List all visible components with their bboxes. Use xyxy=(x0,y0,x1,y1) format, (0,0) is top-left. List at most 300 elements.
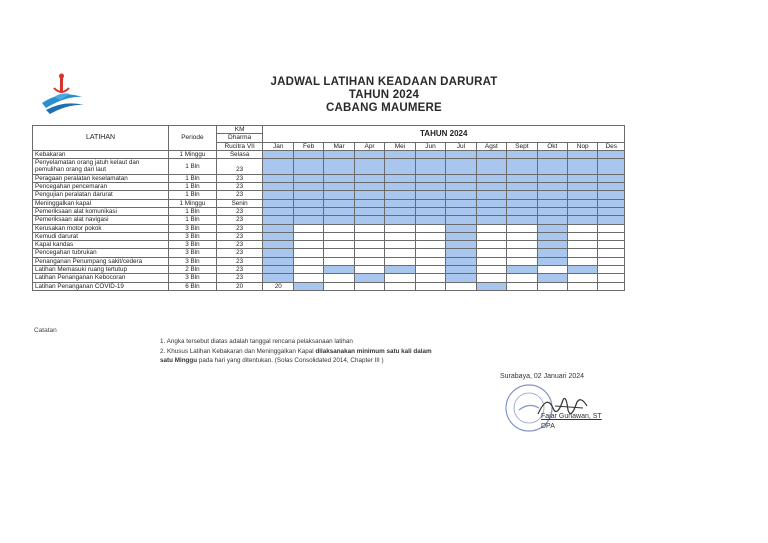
training-period: 3 Bln xyxy=(169,241,217,249)
schedule-cell xyxy=(568,150,598,158)
schedule-cell xyxy=(415,191,445,199)
table-row xyxy=(33,199,625,207)
table-row xyxy=(33,241,625,249)
schedule-cell xyxy=(324,216,354,224)
schedule-cell xyxy=(598,207,625,215)
training-day: 20 xyxy=(216,282,263,290)
schedule-cell xyxy=(263,266,293,274)
table-row xyxy=(33,183,625,191)
schedule-cell xyxy=(476,257,506,265)
training-name-line: Latihan Memasuki ruang tertutup xyxy=(35,266,128,274)
training-name-line: Pemeriksaan alat navigasi xyxy=(35,216,109,224)
schedule-cell xyxy=(293,224,323,232)
schedule-cell xyxy=(598,224,625,232)
schedule-cell xyxy=(385,274,415,282)
schedule-cell xyxy=(354,183,384,191)
month-header: Mar xyxy=(324,142,354,150)
schedule-cell xyxy=(385,191,415,199)
schedule-cell xyxy=(385,216,415,224)
training-name xyxy=(33,150,169,158)
schedule-cell xyxy=(324,241,354,249)
schedule-cell xyxy=(446,183,476,191)
training-name xyxy=(33,282,169,290)
notes-label: Catatan xyxy=(34,327,57,334)
schedule-cell xyxy=(598,216,625,224)
schedule-cell xyxy=(263,224,293,232)
training-name xyxy=(33,183,169,191)
header-ship-line2: Rucitra VII xyxy=(216,142,263,150)
schedule-cell xyxy=(446,232,476,240)
training-day: Senin xyxy=(216,199,263,207)
schedule-cell xyxy=(415,150,445,158)
schedule-cell xyxy=(507,207,537,215)
schedule-cell xyxy=(293,159,323,175)
schedule-cell xyxy=(324,199,354,207)
schedule-cell xyxy=(446,224,476,232)
schedule-cell xyxy=(446,159,476,175)
schedule-cell xyxy=(537,207,567,215)
header-periode: Periode xyxy=(169,126,217,151)
schedule-cell xyxy=(507,191,537,199)
schedule-cell xyxy=(324,257,354,265)
training-name xyxy=(33,224,169,232)
schedule-cell xyxy=(293,207,323,215)
schedule-cell xyxy=(293,232,323,240)
header-ship-line1: Dharma xyxy=(216,134,263,142)
schedule-cell xyxy=(598,199,625,207)
schedule-cell xyxy=(385,159,415,175)
schedule-cell xyxy=(598,150,625,158)
schedule-cell xyxy=(537,224,567,232)
schedule-cell xyxy=(324,274,354,282)
schedule-cell xyxy=(568,266,598,274)
schedule-cell xyxy=(324,249,354,257)
schedule-cell xyxy=(263,241,293,249)
schedule-cell xyxy=(385,207,415,215)
training-day: 23 xyxy=(216,207,263,215)
schedule-cell xyxy=(385,257,415,265)
schedule-cell xyxy=(476,207,506,215)
schedule-cell xyxy=(568,174,598,182)
training-name xyxy=(33,159,169,175)
training-period: 1 Bln xyxy=(169,159,217,175)
training-day: Selasa xyxy=(216,150,263,158)
schedule-cell xyxy=(263,232,293,240)
schedule-cell xyxy=(598,174,625,182)
training-period: 1 Bln xyxy=(169,207,217,215)
note-3 xyxy=(160,357,384,364)
schedule-cell xyxy=(598,159,625,175)
training-name xyxy=(33,232,169,240)
schedule-cell xyxy=(568,199,598,207)
schedule-cell xyxy=(476,216,506,224)
training-day: 23 xyxy=(216,241,263,249)
note-2 xyxy=(160,348,432,355)
training-period: 3 Bln xyxy=(169,224,217,232)
schedule-cell xyxy=(537,150,567,158)
month-header: Nop xyxy=(568,142,598,150)
schedule-cell xyxy=(324,232,354,240)
schedule-cell xyxy=(446,241,476,249)
schedule-cell xyxy=(446,216,476,224)
signatory-role: DPA xyxy=(541,423,555,430)
schedule-cell xyxy=(354,174,384,182)
training-day: 23 xyxy=(216,216,263,224)
schedule-cell xyxy=(263,183,293,191)
month-header: Des xyxy=(598,142,625,150)
schedule-cell xyxy=(568,216,598,224)
schedule-cell xyxy=(263,257,293,265)
schedule-cell xyxy=(415,207,445,215)
schedule-cell xyxy=(537,191,567,199)
training-name xyxy=(33,266,169,274)
schedule-cell xyxy=(354,207,384,215)
schedule-cell xyxy=(446,207,476,215)
note-2-text: 2. Khusus Latihan Kebakaran dan Meninggalkan Kapal xyxy=(160,348,316,355)
schedule-cell xyxy=(415,282,445,290)
schedule-cell xyxy=(385,266,415,274)
schedule-cell xyxy=(415,249,445,257)
schedule-cell xyxy=(446,282,476,290)
training-period: 2 Bln xyxy=(169,266,217,274)
header-km: KM xyxy=(216,126,263,134)
schedule-cell xyxy=(415,174,445,182)
schedule-cell xyxy=(293,266,323,274)
schedule-cell xyxy=(263,191,293,199)
schedule-cell xyxy=(507,241,537,249)
training-period: 1 Minggu xyxy=(169,199,217,207)
schedule-cell xyxy=(354,274,384,282)
month-header: Jun xyxy=(415,142,445,150)
table-row xyxy=(33,224,625,232)
training-name xyxy=(33,207,169,215)
schedule-cell xyxy=(507,282,537,290)
table-row xyxy=(33,174,625,182)
training-day: 23 xyxy=(216,174,263,182)
table-row xyxy=(33,150,625,158)
table-row xyxy=(33,232,625,240)
schedule-cell xyxy=(293,282,323,290)
schedule-cell xyxy=(568,282,598,290)
document-branch: CABANG MAUMERE xyxy=(326,102,442,114)
schedule-cell xyxy=(598,266,625,274)
schedule-cell xyxy=(598,282,625,290)
schedule-cell xyxy=(385,241,415,249)
training-day: 23 xyxy=(216,183,263,191)
training-name-line: Pengujian peralatan darurat xyxy=(35,191,113,199)
schedule-cell xyxy=(293,241,323,249)
note-3-bold: satu Minggu xyxy=(160,357,198,364)
schedule-cell xyxy=(324,183,354,191)
schedule-cell xyxy=(507,232,537,240)
note-1: 1. Angka tersebut diatas adalah tanggal rencana pelaksanaan latihan xyxy=(160,338,353,345)
training-name-line: Kapal kandas xyxy=(35,241,74,249)
training-period: 3 Bln xyxy=(169,274,217,282)
training-period: 1 Bln xyxy=(169,191,217,199)
training-day: 23 xyxy=(216,232,263,240)
schedule-cell xyxy=(415,216,445,224)
schedule-cell xyxy=(476,232,506,240)
schedule-cell xyxy=(293,249,323,257)
schedule-cell xyxy=(598,183,625,191)
training-name xyxy=(33,199,169,207)
schedule-cell xyxy=(507,159,537,175)
schedule-cell xyxy=(354,241,384,249)
schedule-cell xyxy=(415,266,445,274)
table-row xyxy=(33,207,625,215)
schedule-cell xyxy=(293,199,323,207)
schedule-cell xyxy=(415,274,445,282)
schedule-cell xyxy=(537,199,567,207)
schedule-cell xyxy=(446,150,476,158)
schedule-cell xyxy=(263,274,293,282)
training-day: 23 xyxy=(216,274,263,282)
training-day: 23 xyxy=(216,266,263,274)
schedule-cell xyxy=(507,150,537,158)
training-name xyxy=(33,191,169,199)
schedule-cell xyxy=(354,249,384,257)
schedule-cell xyxy=(385,174,415,182)
schedule-cell xyxy=(324,191,354,199)
schedule-cell xyxy=(354,266,384,274)
training-period: 1 Minggu xyxy=(169,150,217,158)
note-3-text: pada hari yang ditentukan. (Solas Consolidated 2014, Chapter III ) xyxy=(197,357,384,364)
schedule-cell xyxy=(354,257,384,265)
schedule-cell xyxy=(446,191,476,199)
note-2-bold: dilaksanakan minimum satu kali dalam xyxy=(315,348,432,355)
table-row xyxy=(33,191,625,199)
schedule-cell xyxy=(354,199,384,207)
training-period: 1 Bln xyxy=(169,183,217,191)
schedule-cell xyxy=(537,266,567,274)
schedule-cell xyxy=(568,232,598,240)
schedule-cell xyxy=(507,266,537,274)
schedule-cell xyxy=(476,191,506,199)
signatory-name: Fajar Gunawan, ST xyxy=(541,413,602,420)
schedule-cell xyxy=(568,224,598,232)
schedule-cell xyxy=(415,199,445,207)
training-name-line: Pemeriksaan alat komunikasi xyxy=(35,207,117,215)
table-row xyxy=(33,282,625,290)
month-header: Feb xyxy=(293,142,323,150)
schedule-cell xyxy=(263,159,293,175)
schedule-cell xyxy=(293,150,323,158)
training-name xyxy=(33,274,169,282)
schedule-cell xyxy=(293,174,323,182)
schedule-cell xyxy=(568,249,598,257)
schedule-cell xyxy=(263,216,293,224)
schedule-cell xyxy=(476,224,506,232)
schedule-cell xyxy=(537,241,567,249)
schedule-cell xyxy=(568,207,598,215)
schedule-cell xyxy=(446,266,476,274)
schedule-cell xyxy=(476,174,506,182)
schedule-cell xyxy=(354,232,384,240)
schedule-cell xyxy=(507,224,537,232)
month-header: Jul xyxy=(446,142,476,150)
schedule-cell xyxy=(324,174,354,182)
table-row xyxy=(33,257,625,265)
schedule-cell xyxy=(263,199,293,207)
training-day: 23 xyxy=(216,159,263,175)
training-day: 23 xyxy=(216,257,263,265)
schedule-cell xyxy=(385,224,415,232)
schedule-cell xyxy=(324,266,354,274)
training-name xyxy=(33,249,169,257)
schedule-cell xyxy=(507,257,537,265)
schedule-table xyxy=(32,125,625,291)
schedule-cell xyxy=(385,183,415,191)
training-period: 3 Bln xyxy=(169,257,217,265)
training-name xyxy=(33,241,169,249)
schedule-cell xyxy=(476,274,506,282)
schedule-cell xyxy=(293,183,323,191)
schedule-cell xyxy=(537,216,567,224)
signature-place-date: Surabaya, 02 Januari 2024 xyxy=(500,373,585,380)
schedule-cell xyxy=(537,159,567,175)
schedule-cell xyxy=(293,257,323,265)
schedule-cell xyxy=(507,274,537,282)
header-latihan: LATIHAN xyxy=(33,126,169,151)
schedule-cell xyxy=(446,257,476,265)
training-name-line: pemulihan orang dari laut xyxy=(35,166,107,174)
schedule-cell xyxy=(537,249,567,257)
training-name-line: Peragaan peralatan keselamatan xyxy=(35,174,128,182)
schedule-cell xyxy=(263,174,293,182)
training-name-line: Penyelamatan orang jatuh kelaut dan xyxy=(35,159,140,167)
schedule-cell xyxy=(385,232,415,240)
header-tahun: TAHUN 2024 xyxy=(263,126,625,143)
schedule-cell xyxy=(446,249,476,257)
document-title: JADWAL LATIHAN KEADAAN DARURAT xyxy=(270,76,498,88)
month-header: Sept xyxy=(507,142,537,150)
schedule-cell xyxy=(263,150,293,158)
schedule-cell xyxy=(354,191,384,199)
schedule-cell xyxy=(598,257,625,265)
training-name-line: Kebakaran xyxy=(35,150,66,158)
schedule-cell xyxy=(537,174,567,182)
schedule-cell xyxy=(568,257,598,265)
schedule-cell xyxy=(537,257,567,265)
schedule-cell xyxy=(415,257,445,265)
schedule-cell xyxy=(568,183,598,191)
training-day: 23 xyxy=(216,249,263,257)
training-period: 3 Bln xyxy=(169,249,217,257)
schedule-cell xyxy=(507,249,537,257)
schedule-cell xyxy=(598,232,625,240)
training-name-line: Kemudi darurat xyxy=(35,232,79,240)
schedule-cell xyxy=(537,183,567,191)
schedule-cell xyxy=(476,199,506,207)
schedule-cell xyxy=(385,249,415,257)
schedule-cell xyxy=(385,282,415,290)
schedule-cell xyxy=(415,224,445,232)
schedule-cell xyxy=(293,191,323,199)
schedule-cell xyxy=(324,207,354,215)
training-name xyxy=(33,216,169,224)
schedule-cell xyxy=(476,183,506,191)
table-row xyxy=(33,266,625,274)
training-name xyxy=(33,174,169,182)
schedule-cell xyxy=(507,174,537,182)
schedule-cell xyxy=(507,183,537,191)
month-header: Apr xyxy=(354,142,384,150)
schedule-cell xyxy=(354,282,384,290)
training-name-line: Penanganan Penumpang sakit/cedera xyxy=(35,257,143,265)
schedule-cell xyxy=(324,282,354,290)
schedule-cell xyxy=(476,266,506,274)
training-day: 23 xyxy=(216,191,263,199)
schedule-cell xyxy=(324,150,354,158)
schedule-cell xyxy=(324,159,354,175)
schedule-cell xyxy=(507,199,537,207)
schedule-cell xyxy=(537,282,567,290)
schedule-cell xyxy=(415,159,445,175)
document-year: TAHUN 2024 xyxy=(348,89,420,101)
training-name-line: Kerusakan motor pokok xyxy=(35,224,102,232)
table-row xyxy=(33,274,625,282)
training-period: 1 Bln xyxy=(169,216,217,224)
schedule-cell xyxy=(537,274,567,282)
schedule-cell xyxy=(598,274,625,282)
schedule-cell xyxy=(354,150,384,158)
training-name-line: Pencegahan tubrukan xyxy=(35,249,97,257)
schedule-cell xyxy=(598,249,625,257)
schedule-cell xyxy=(385,199,415,207)
schedule-cell xyxy=(293,216,323,224)
training-name xyxy=(33,257,169,265)
schedule-cell xyxy=(415,241,445,249)
schedule-cell xyxy=(598,191,625,199)
schedule-cell xyxy=(446,274,476,282)
training-day: 23 xyxy=(216,224,263,232)
schedule-cell xyxy=(324,224,354,232)
schedule-cell xyxy=(476,150,506,158)
schedule-cell xyxy=(263,207,293,215)
table-row xyxy=(33,159,625,175)
schedule-cell xyxy=(415,183,445,191)
month-header: Okt xyxy=(537,142,567,150)
month-header: Mei xyxy=(385,142,415,150)
schedule-cell xyxy=(354,159,384,175)
schedule-cell xyxy=(354,224,384,232)
schedule-cell xyxy=(385,150,415,158)
schedule-cell: 20 xyxy=(263,282,293,290)
table-row xyxy=(33,216,625,224)
schedule-cell xyxy=(476,241,506,249)
schedule-cell xyxy=(568,159,598,175)
schedule-cell xyxy=(446,174,476,182)
schedule-cell xyxy=(293,274,323,282)
schedule-cell xyxy=(476,249,506,257)
training-period: 6 Bln xyxy=(169,282,217,290)
schedule-cell xyxy=(568,274,598,282)
schedule-cell xyxy=(415,232,445,240)
schedule-cell xyxy=(507,216,537,224)
month-header: Jan xyxy=(263,142,293,150)
month-header: Agst xyxy=(476,142,506,150)
schedule-cell xyxy=(476,282,506,290)
schedule-cell xyxy=(476,159,506,175)
schedule-cell xyxy=(446,199,476,207)
schedule-cell xyxy=(354,216,384,224)
training-period: 3 Bln xyxy=(169,232,217,240)
table-row xyxy=(33,249,625,257)
schedule-cell xyxy=(568,191,598,199)
training-name-line: Latihan Penanganan Kebocoran xyxy=(35,274,126,282)
training-period: 1 Bln xyxy=(169,174,217,182)
schedule-cell xyxy=(537,232,567,240)
